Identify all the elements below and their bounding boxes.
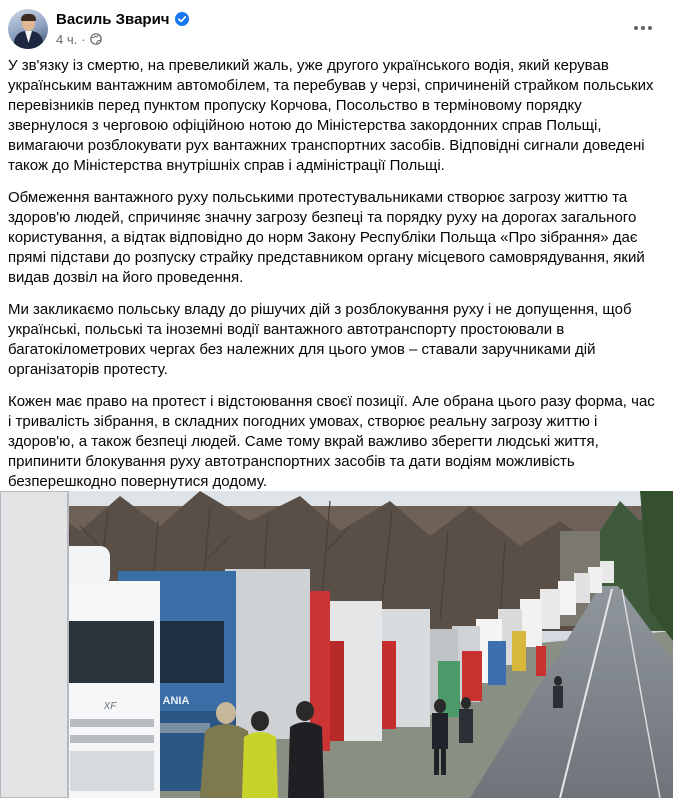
post-meta <box>56 31 102 47</box>
meta-separator: · <box>81 31 86 47</box>
post-timestamp[interactable]: 4 ч. <box>56 31 78 47</box>
trailer-brand-label: ANIA <box>162 695 190 707</box>
white-truck <box>60 546 160 798</box>
verified-badge-icon <box>175 12 189 26</box>
globe-icon[interactable] <box>90 33 102 45</box>
truck-model-label: XF <box>103 701 117 712</box>
author-name[interactable]: Василь Зварич <box>56 10 170 28</box>
more-options-icon[interactable] <box>629 14 657 42</box>
avatar-hair <box>21 14 36 21</box>
post-paragraph: Ми закликаємо польську владу до рішучих дій з розблокування руху і не допущення, щоб українські, польські та іноземні водії вантажного автотранспорту простоювали в багатокілометрових чергах без належних для цього умов – ставали заручниками дій організаторів протесту. <box>8 301 632 378</box>
post-photo[interactable] <box>0 491 673 798</box>
avatar[interactable] <box>8 9 48 49</box>
trailer-left <box>0 491 68 798</box>
post-paragraph: Обмеження вантажного руху польськими протестувальниками створює загрозу життю та здоров'ю людей, спричиняє значну загрозу безпеці та порядку руху на дорогах загального користування, а відтак відповідно до норм Закону Республіки Польща «Про зібрання» дає прямі підстави до розпуску страйку представником органу місцевого самоврядування, який видав дозвіл на його проведення. <box>8 189 645 286</box>
post-text <box>8 56 658 504</box>
post-paragraph: Кожен має право на протест і відстоювання своєї позиції. Але обрана цього разу форма, час і тривалість зібрання, в складних погодних умовах, створює реальну загрозу життю і здоров'ю, а також безпеці людей. Саме тому вкрай важливо зберегти людські життя, припинити блокування руху автотранспортних засобів та дати водіям можливість безперешкодно повернутися додому. <box>8 393 655 490</box>
author-row <box>56 9 189 29</box>
post-header <box>0 0 673 56</box>
post-paragraph: У зв'язку із смертю, на превеликий жаль, уже другого українського водія, який керував українським вантажним автомобілем, та перебував у черзі, спричиненій страйком польських перевізників перед пунктом пропуску Корчова, Посольство в терміновому порядку звернулося з черговою офіційною нотою до Міністерства закордонних справ Польщі, вимагаючи розблокувати рух вантажних транспортних засобів. Відповідні сигнали доведені також до Міністерства внутрішніх справ і адміністрації Польщі. <box>8 57 654 174</box>
